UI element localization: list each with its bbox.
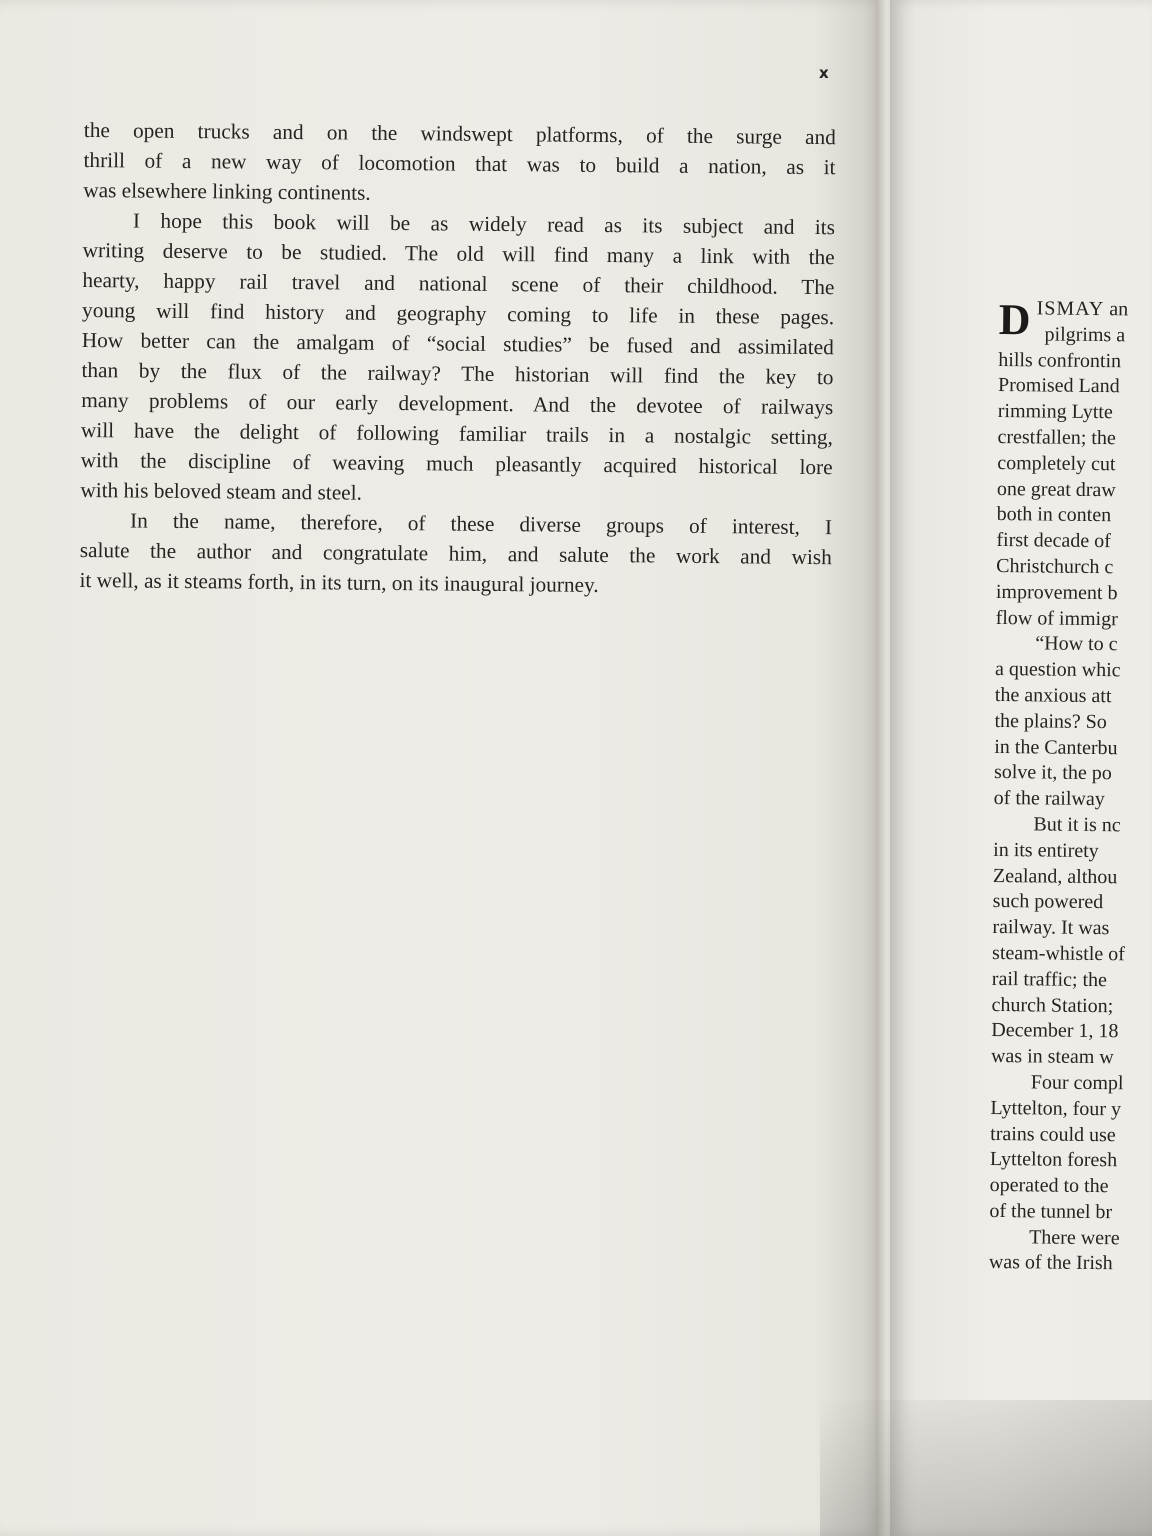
text-line: Promised Land: [997, 374, 1120, 398]
text-line: of the tunnel br: [989, 1199, 1113, 1224]
text-line: writing deserve to be studied. The old will find many a link with the: [82, 237, 835, 270]
paragraph: [83, 115, 836, 212]
text-line: with his beloved steam and steel.: [80, 477, 363, 505]
opening-word: ISMAY: [1036, 297, 1105, 321]
text-line: both in conten: [996, 503, 1112, 527]
page-shadow: [820, 1400, 1152, 1536]
text-line: operated to the: [989, 1174, 1109, 1198]
text-line: railway. It was: [992, 916, 1110, 940]
text-line: I hope this book will be as widely read as its subject and its: [132, 208, 836, 240]
text-line: such powered: [992, 890, 1104, 914]
text-line: pilgrims a: [1044, 323, 1126, 347]
text-line: There were: [1029, 1226, 1120, 1250]
text-line: crestfallen; the: [997, 425, 1116, 450]
text-line: of the railway: [993, 787, 1105, 811]
opening-line-rest: an: [1104, 298, 1129, 321]
text-line: Zealand, althou: [992, 864, 1118, 888]
text-line: rimming Lytte: [997, 400, 1113, 424]
text-line: a question whic: [994, 658, 1121, 682]
text-line: Christchurch c: [996, 554, 1114, 579]
text-line: in its entirety: [993, 838, 1099, 862]
text-line: rail traffic; the: [991, 967, 1108, 991]
text-line: salute the author and congratulate him, and salute the work and wish: [79, 537, 832, 570]
left-page-body: [79, 115, 836, 602]
text-line: was of the Irish: [988, 1251, 1113, 1275]
text-line: the plains? So: [994, 709, 1107, 733]
text-line: completely cut: [997, 451, 1116, 476]
text-line: Four compl: [1030, 1071, 1124, 1095]
text-line: How better can the amalgam of “social studies” be fused and assimilated: [81, 327, 834, 360]
text-line: In the name, therefore, of these diverse groups of interest, I: [129, 508, 833, 540]
text-line: December 1, 18: [991, 1019, 1119, 1043]
text-line: the anxious att: [994, 683, 1112, 708]
text-line: it well, as it steams forth, in its turn, on its inaugural journey.: [79, 567, 599, 597]
text-line: with the discipline of weaving much pleasantly acquired historical lore: [80, 447, 833, 480]
text-line: many problems of our early development. And the devotee of railways: [81, 387, 834, 420]
text-line: But it is nc: [1033, 813, 1121, 837]
text-line: improvement b: [995, 580, 1118, 605]
drop-cap: D: [998, 295, 1031, 345]
text-line: thrill of a new way of locomotion that was to build a nation, as it: [83, 147, 836, 180]
text-line: flow of immigr: [995, 606, 1118, 630]
text-line: the open trucks and on the windswept platforms, of the surge and: [83, 117, 836, 150]
text-line: first decade of: [996, 529, 1111, 553]
text-line: church Station;: [991, 993, 1114, 1017]
text-line: hearty, happy rail travel and national scene of their childhood. The: [82, 267, 835, 300]
paragraph: [80, 205, 835, 512]
text-line: trains could use: [990, 1122, 1116, 1146]
page-number: x: [819, 64, 829, 82]
text-line: was elsewhere linking continents.: [83, 177, 371, 205]
paragraph: [79, 505, 832, 602]
text-line: young will find history and geography coming to life in these pages.: [82, 297, 835, 330]
text-line: Lyttelton, four y: [990, 1096, 1122, 1121]
text-line: was in steam w: [990, 1045, 1114, 1069]
text-line: will have the delight of following familiar trails in a nostalgic setting,: [80, 417, 834, 450]
text-line: hills confrontin: [998, 348, 1122, 372]
text-line: Lyttelton foresh: [989, 1148, 1118, 1172]
text-line: steam-whistle of: [992, 941, 1125, 966]
text-line: solve it, the po: [993, 761, 1112, 785]
text-line: “How to c: [1035, 632, 1118, 656]
right-page-body: [989, 296, 1152, 1278]
text-line: in the Canterbu: [994, 735, 1118, 759]
text-line: than by the flux of the railway? The historian will find the key to: [81, 357, 834, 390]
text-line: one great draw: [996, 477, 1116, 501]
